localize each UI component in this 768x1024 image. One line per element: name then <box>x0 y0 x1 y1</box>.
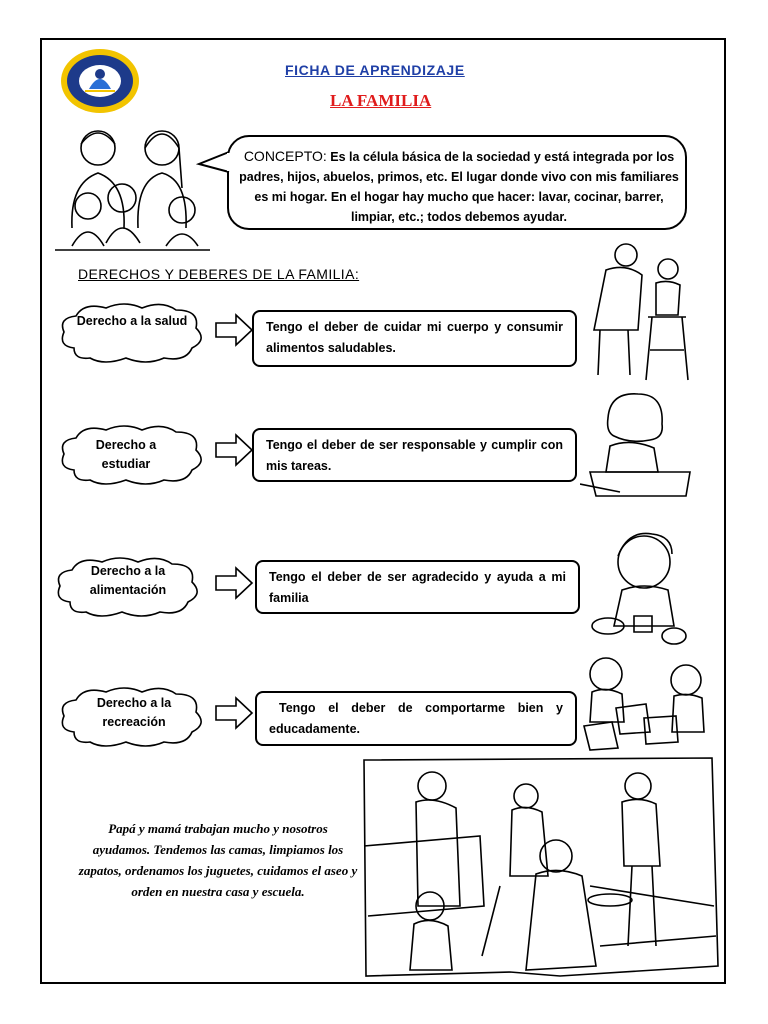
right-label-study: Derecho a estudiar <box>95 438 157 471</box>
bubble-tail <box>196 148 232 178</box>
arrow-right-icon <box>214 565 254 601</box>
household-chores-illustration <box>360 756 722 978</box>
duty-box-health: Tengo el deber de cuidar mi cuerpo y consumir alimentos saludables. <box>252 310 577 367</box>
duty-box-recreation: Tengo el deber de comportarme bien y educadamente. <box>255 691 577 746</box>
duty-box-food: Tengo el deber de ser agradecido y ayuda a mi familia <box>255 560 580 614</box>
right-label-recreation: Derecho a la recreación <box>96 696 172 729</box>
closing-text: Papá y mamá trabajan mucho y nosotros ayudamos. Tendemos las camas, limpiamos los zapatos, ordenamos los juguetes, cuidamos el aseo y orden en nuestra casa y escuela. <box>78 821 358 899</box>
arrow-right-icon <box>214 312 254 348</box>
child-eating-illustration <box>588 520 698 650</box>
section-title: DERECHOS Y DEBERES DE LA FAMILIA: <box>78 266 360 282</box>
family-illustration <box>50 118 215 258</box>
child-studying-illustration <box>580 388 698 500</box>
concept-text <box>238 146 680 227</box>
arrow-right-icon <box>214 432 254 468</box>
duty-box-study: Tengo el deber de ser responsable y cumplir con mis tareas. <box>252 428 577 482</box>
right-label-health: Derecho a la salud <box>76 314 188 328</box>
school-logo <box>59 47 141 115</box>
page-title: LA FAMILIA <box>330 91 432 110</box>
worksheet-label: FICHA DE APRENDIZAJE <box>285 62 465 78</box>
right-label-food: Derecho a la alimentación <box>89 564 167 597</box>
children-puzzle-illustration <box>582 652 722 752</box>
concept-body: Es la célula básica de la sociedad y está integrada por los padres, hijos, abuelos, primos, etc. El lugar donde vivo con mis familiares es mi hogar. En el hogar hay mucho que hacer: lavar, cocinar, barrer, limpiar, etc.; todos debemos ayudar. <box>239 150 679 224</box>
doctor-illustration <box>586 235 704 383</box>
right-cloud-health <box>54 300 210 364</box>
concept-lead: CONCEPTO: <box>243 148 327 164</box>
arrow-right-icon <box>214 695 254 731</box>
